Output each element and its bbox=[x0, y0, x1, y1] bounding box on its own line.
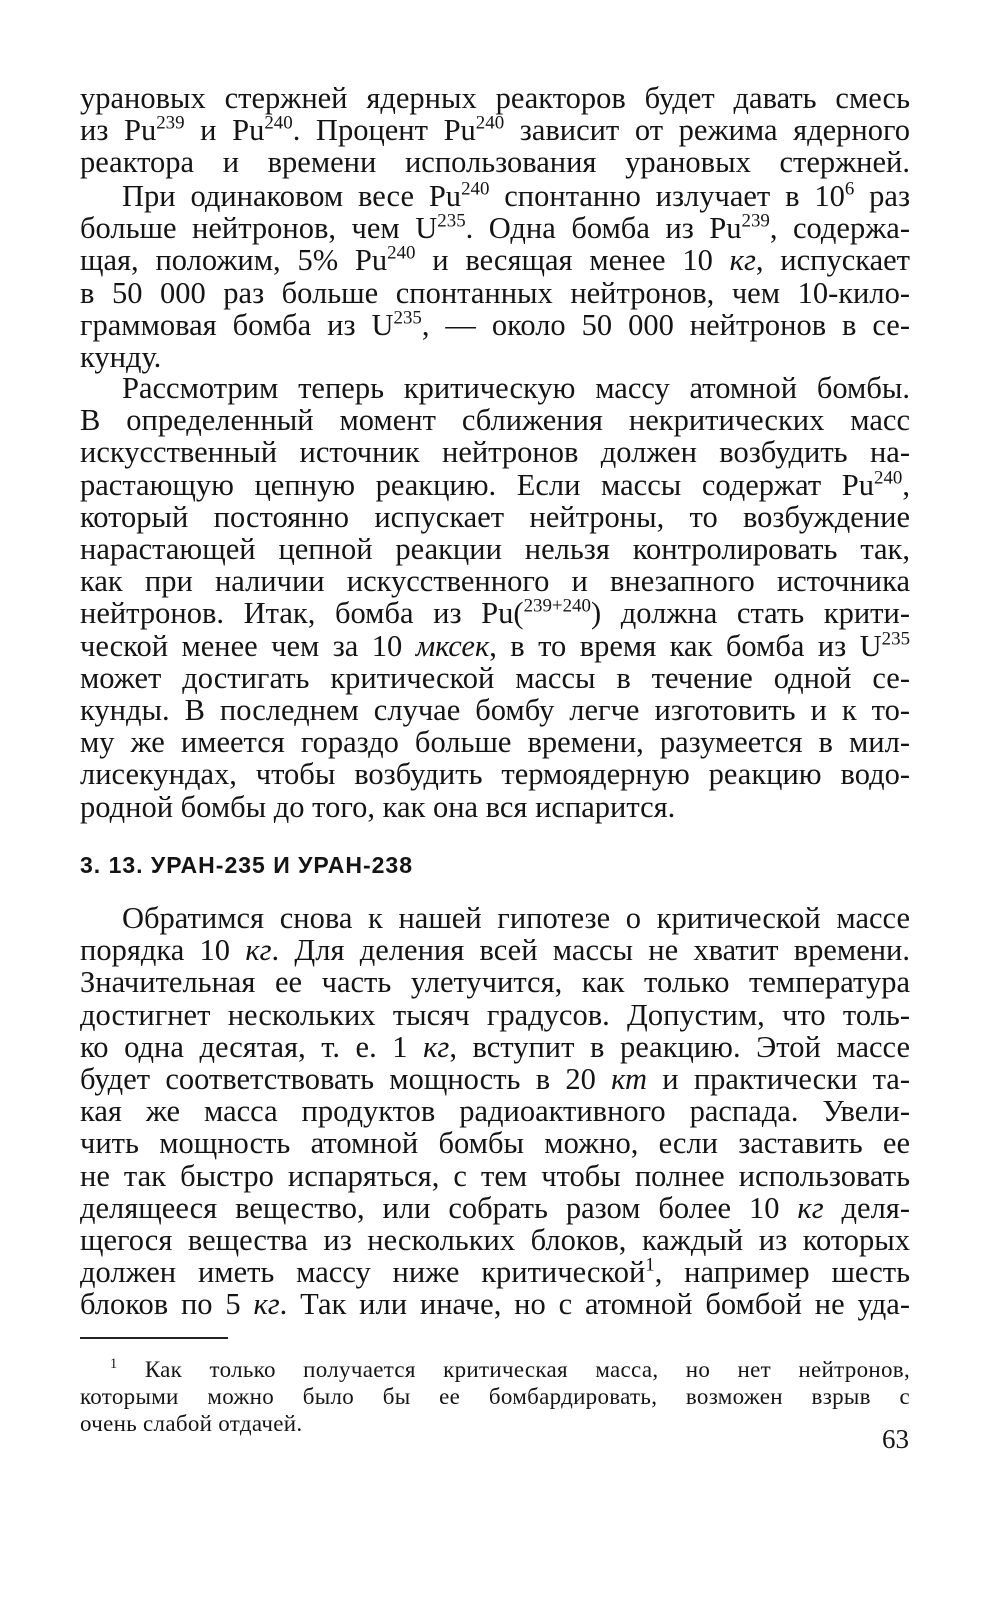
text-line: из Pu$^{239}$ и Pu$^{240}$. Процент Pu$^{240}$ зависит от режима ядерного bbox=[80, 112, 910, 148]
footnote-marker: 1 bbox=[110, 1356, 118, 1373]
text-line: щая, положим, 5% Pu$^{240}$ и весящая менее 10 кг, испускает bbox=[80, 242, 910, 278]
text-line: граммовая бомба из $U^{235}$, — около 50 000 нейтронов в се- bbox=[80, 307, 911, 342]
text-line: может достигать критической массы в течение одной се- bbox=[80, 660, 910, 695]
text-line: достигнет нескольких тысяч градусов. Допустим, что толь- bbox=[80, 997, 910, 1032]
text-line: не так быстро испаряться, с тем чтобы полнее использовать bbox=[80, 1158, 910, 1193]
paragraph-2 bbox=[80, 180, 910, 373]
section-heading: 3. 13. УРАН-235 И УРАН-238 bbox=[80, 852, 414, 878]
text-line: как при наличии искусственного и внезапного источника bbox=[80, 564, 910, 599]
text-line: му же имеется гораздо больше времени, разумеется в мил- bbox=[80, 725, 910, 760]
text-line: очень слабой отдачей. bbox=[80, 1411, 303, 1436]
text-line: нейтронов. Итак, бомба из Pu($^{239+240}$) должна стать крити- bbox=[80, 595, 910, 631]
text-line: В определенный момент сближения некритических масс bbox=[80, 403, 910, 438]
text-line: кая же масса продуктов радиоактивного распада. Увели- bbox=[80, 1094, 910, 1129]
page-number: 63 bbox=[882, 1424, 909, 1454]
text-line: должен иметь массу ниже критической$^1$, например шесть bbox=[80, 1254, 911, 1290]
text-line: который постоянно испускает нейтроны, то возбуждение bbox=[80, 499, 910, 534]
text-line: ческой менее чем за 10 мксек, в то время как бомба из $U^{235}$ bbox=[80, 627, 911, 663]
text-line: $^1$ Как только получается критическая масса, но нет нейтронов, bbox=[110, 1356, 910, 1382]
text-line: растающую цепную реакцию. Если массы содержат Pu$^{240}$, bbox=[80, 466, 910, 502]
text-line: больше нейтронов, чем $U^{235}$. Одна бомба из Pu$^{239}$, содержа- bbox=[80, 210, 910, 246]
text-line: делящееся вещество, или собрать разом более 10 кг деля- bbox=[80, 1190, 910, 1225]
text-line: щегося вещества из нескольких блоков, каждый из которых bbox=[80, 1223, 910, 1258]
text-line: Значительная ее часть улетучится, как только температура bbox=[80, 965, 910, 1000]
paragraph-1 bbox=[80, 82, 910, 179]
footnote bbox=[80, 1356, 910, 1437]
text-line: При одинаковом весе Pu$^{240}$ спонтанно излучает в $10^6$ раз bbox=[122, 178, 910, 213]
text-line: искусственный источник нейтронов должен возбудить на- bbox=[80, 435, 910, 470]
text-line: нарастающей цепной реакции нельзя контролировать так, bbox=[80, 532, 910, 567]
text-line: реактора и времени использования урановых стержней. bbox=[80, 145, 910, 180]
text-line: блоков по 5 кг. Так или иначе, но с атомной бомбой не уда- bbox=[80, 1287, 910, 1322]
text-line: порядка 10 кг. Для деления всей массы не хватит времени. bbox=[80, 933, 910, 968]
text-line: кунду. bbox=[80, 340, 162, 375]
text-line: ко одна десятая, т. е. 1 кг, вступит в реакцию. Этой массе bbox=[80, 1029, 910, 1064]
text-line: будет соответствовать мощность в 20 кт и практически та- bbox=[80, 1062, 910, 1097]
text-line: чить мощность атомной бомбы можно, если заставить ее bbox=[80, 1126, 910, 1161]
text-line: лисекундах, чтобы возбудить термоядерную реакцию водо- bbox=[80, 757, 910, 792]
text-line: Рассмотрим теперь критическую массу атомной бомбы. bbox=[122, 371, 910, 405]
text-line: родной бомбы до того, как она вся испарится. bbox=[80, 789, 676, 824]
text-line: в 50 000 раз больше спонтанных нейтронов, чем 10-кило- bbox=[80, 275, 910, 310]
paragraph-4 bbox=[80, 902, 910, 1321]
text-line: Обратимся снова к нашей гипотезе о критической массе bbox=[122, 901, 910, 935]
text-line: которыми можно было бы ее бомбардировать, возможен взрыв с bbox=[80, 1384, 910, 1409]
text-line: урановых стержней ядерных реакторов будет давать смесь bbox=[80, 81, 910, 115]
text-line: кунды. В последнем случае бомбу легче изготовить и к то- bbox=[80, 693, 910, 728]
footnote-divider bbox=[80, 1337, 228, 1339]
paragraph-3 bbox=[80, 372, 910, 823]
